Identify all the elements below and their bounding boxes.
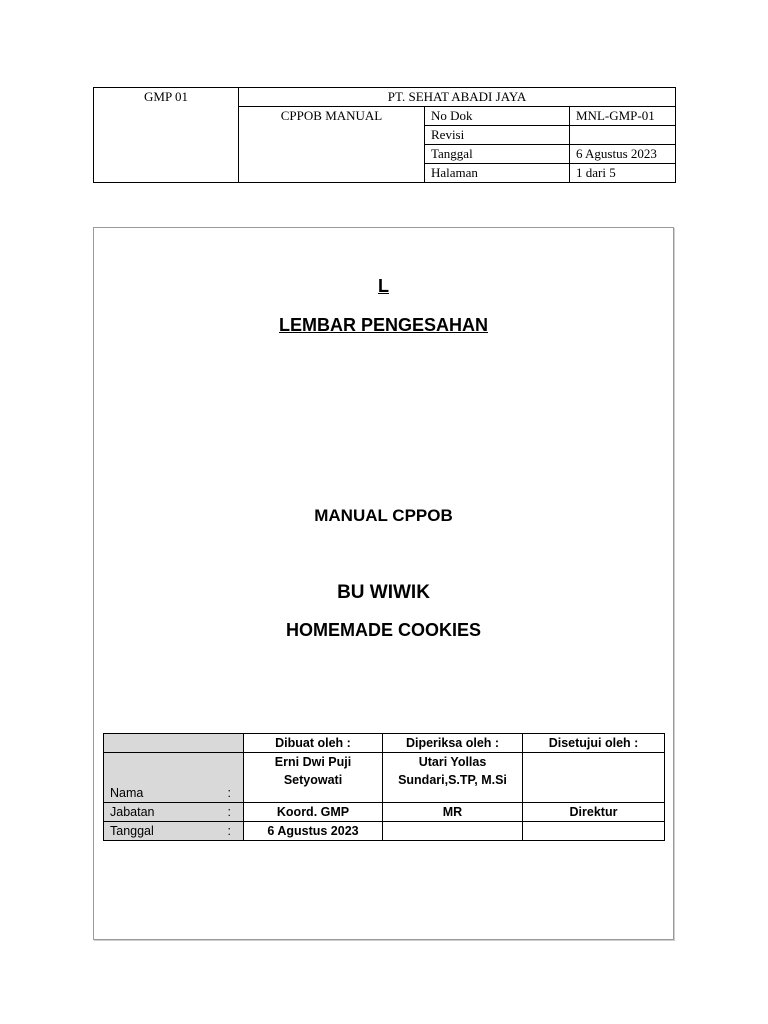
no-dok-label: No Dok (425, 107, 570, 126)
signature-table (103, 733, 665, 841)
company-name: PT. SEHAT ABADI JAYA (239, 88, 676, 107)
dibuat-tanggal: 6 Agustus 2023 (244, 822, 383, 841)
jabatan-label-cell (104, 803, 244, 822)
tanggal-label: Tanggal (425, 145, 570, 164)
approval-sheet (93, 227, 674, 940)
revisi-value (570, 126, 676, 145)
dibuat-header: Dibuat oleh : (244, 734, 383, 753)
nama-label: Nama (110, 786, 144, 800)
tanggal-sig-label: Tanggal (110, 824, 154, 838)
halaman-value: 1 dari 5 (570, 164, 676, 183)
nama-colon: : (227, 786, 231, 800)
disetujui-jabatan: Direktur (523, 803, 665, 822)
disetujui-tanggal (523, 822, 665, 841)
doc-code: GMP 01 (94, 88, 239, 183)
nama-label-cell (104, 753, 244, 803)
disetujui-nama (523, 753, 665, 803)
no-dok-value: MNL-GMP-01 (570, 107, 676, 126)
disetujui-header: Disetujui oleh : (523, 734, 665, 753)
owner-name: BU WIWIK (337, 582, 430, 603)
manual-subtitle: MANUAL CPPOB (314, 506, 453, 525)
tanggal-colon: : (227, 824, 231, 838)
halaman-label: Halaman (425, 164, 570, 183)
tanggal-value: 6 Agustus 2023 (570, 145, 676, 164)
corner-cell (104, 734, 244, 753)
diperiksa-header: Diperiksa oleh : (383, 734, 523, 753)
jabatan-colon: : (227, 805, 231, 819)
dibuat-nama: Erni Dwi Puji Setyowati (244, 753, 383, 803)
diperiksa-jabatan: MR (383, 803, 523, 822)
dibuat-jabatan: Koord. GMP (244, 803, 383, 822)
diperiksa-tanggal (383, 822, 523, 841)
jabatan-label: Jabatan (110, 805, 155, 819)
manual-name: CPPOB MANUAL (239, 107, 425, 183)
document-header-table (93, 87, 676, 183)
business-name: HOMEMADE COOKIES (285, 620, 481, 640)
stray-letter: L (378, 276, 389, 296)
diperiksa-nama: Utari Yollas Sundari,S.TP, M.Si (383, 753, 523, 803)
revisi-label: Revisi (425, 126, 570, 145)
tanggal-label-cell (104, 822, 244, 841)
page-title: LEMBAR PENGESAHAN (278, 315, 488, 335)
